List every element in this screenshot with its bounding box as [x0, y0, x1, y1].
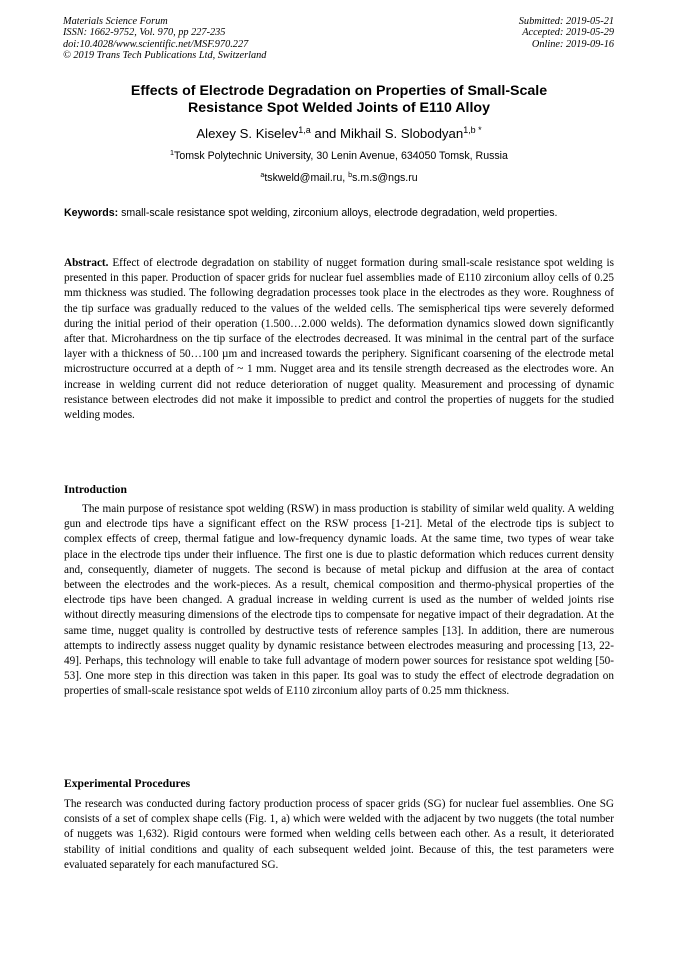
author-2: Mikhail S. Slobodyan: [340, 126, 464, 141]
accepted-date: Accepted: 2019-05-29: [522, 27, 614, 39]
author-1: Alexey S. Kiselev: [196, 126, 299, 141]
author-emails: [60, 172, 618, 185]
abstract-block: [64, 256, 614, 423]
email-a[interactable]: tskweld@mail.ru,: [264, 172, 349, 184]
introduction-heading: Introduction: [64, 483, 127, 496]
author-1-affil-sup: 1,a: [298, 125, 311, 136]
introduction-paragraph: The main purpose of resistance spot welding (RSW) in mass production is stability of similar weld quality. A welding gun and electrode tips have a significant effect on the RSW process [1-21]. Metal of the electrode tips is subject to complex effects of creep, thermal fatigue and low-frequency dynamic loads. At the same time, two types of wear take place in the electrode tips under their influence. The first one is due to plastic deformation which reduces current density and, consequently, diameter of nuggets. The second is because of metal pickup and diffusion at the area of contact between the electrodes and the work-pieces. As a result, chemical composition and thermo-physical properties of the electrode tips have been changed. A gradual increase in welding current is used as the number of welded joints rise without directly measuring dimensions of the electrode tips to compensate for negative impact of their degradation. At the same time, nugget quality is controlled by destructive tests of reference samples [13]. In addition, there are numerous attempts to indirectly assess nugget quality by dynamic resistance between electrodes measuring and processing [13, 22-49]. Perhaps, this technology will enable to take full advantage of modern power sources for resistance spot welding [50-53]. One more step in this direction was taken in this paper. Its goal was to study the effect of electrode degradation on properties of small-scale resistance spot welds of E110 zirconium alloy parts of 0.25 mm thickness.: [64, 503, 614, 698]
author-list: [60, 126, 618, 142]
copyright-line: © 2019 Trans Tech Publications Ltd, Switzerland: [63, 50, 267, 62]
doi-line[interactable]: doi:10.4028/www.scientific.net/MSF.970.227: [63, 38, 249, 50]
paper-title: [60, 83, 618, 117]
affiliation-sup: 1: [170, 148, 175, 158]
affiliation: [60, 150, 618, 163]
abstract-label: Abstract.: [64, 257, 109, 269]
submitted-date: Submitted: 2019-05-21: [518, 16, 614, 27]
experimental-paragraph: The research was conducted during factory production process of spacer grids (SG) for nuclear fuel assemblies. One SG consists of a set of complex shape cells (Fig. 1, a) which were welded with the adjacent by two nuggets (the total number of nuggets was 1,632). Rigid contours were formed when welding cells between each other. As a result, it deteriorated stability of initial conditions and quality of each subsequent welded joint. Because of this, the test parameters were evaluated separately for each manufactured SG.: [64, 798, 614, 871]
online-date: Online: 2019-09-16: [531, 38, 614, 50]
journal-name: Materials Science Forum: [63, 16, 168, 27]
abstract-text: Effect of electrode degradation on stability of nugget formation during small-scale resistance spot welding is presented in this paper. Production of spacer grids for nuclear fuel assemblies made of E110 zirconium alloy cells of 0.25 mm thickness was studied. The following degradation processes took place in the electrodes as they wore. Roughness of the tip surface was gradually reduced to the values of the welded cells. The semispherical tips were severely deformed during the initial period of their operation (1.500…2.000 welds). The deformation dynamics slowed down significantly after that. Microhardness on the tip surface of the electrodes decreased. It was minimal in the central part of the surface layer with a thickness of 50…100 µm and increased towards the periphery. Significant coarsening of the electrode metal microstructure occurred at a depth of ~ 1 mm. Nugget area and its tensile strength decreased as the electrodes wore. An increase in welding current did not reduce deterioration of nugget quality. Measurement and processing of dynamic resistance between electrodes did not make it impossible to predict and control the properties of nuggets for the studied welding modes.: [64, 257, 614, 422]
issn-line: ISSN: 1662-9752, Vol. 970, pp 227-235: [63, 27, 226, 39]
email-a-sup: a: [260, 170, 265, 180]
keywords-block: [64, 206, 614, 221]
dates-header: [394, 16, 614, 50]
email-b[interactable]: s.m.s@ngs.ru: [352, 172, 418, 184]
experimental-heading: Experimental Procedures: [64, 777, 191, 790]
journal-header: [63, 16, 363, 62]
keywords-text: small-scale resistance spot welding, zirconium alloys, electrode degradation, weld properties.: [118, 207, 558, 219]
author-separator: and: [310, 126, 341, 141]
affiliation-text: Tomsk Polytechnic University, 30 Lenin Avenue, 634050 Tomsk, Russia: [174, 150, 508, 162]
author-2-affil-sup: 1,b *: [463, 125, 482, 136]
title-line-1: Effects of Electrode Degradation on Properties of Small-Scale: [130, 83, 548, 99]
keywords-label: Keywords:: [64, 207, 119, 219]
title-line-2: Resistance Spot Welded Joints of E110 Alloy: [188, 100, 490, 116]
email-b-sup: b: [348, 170, 353, 180]
